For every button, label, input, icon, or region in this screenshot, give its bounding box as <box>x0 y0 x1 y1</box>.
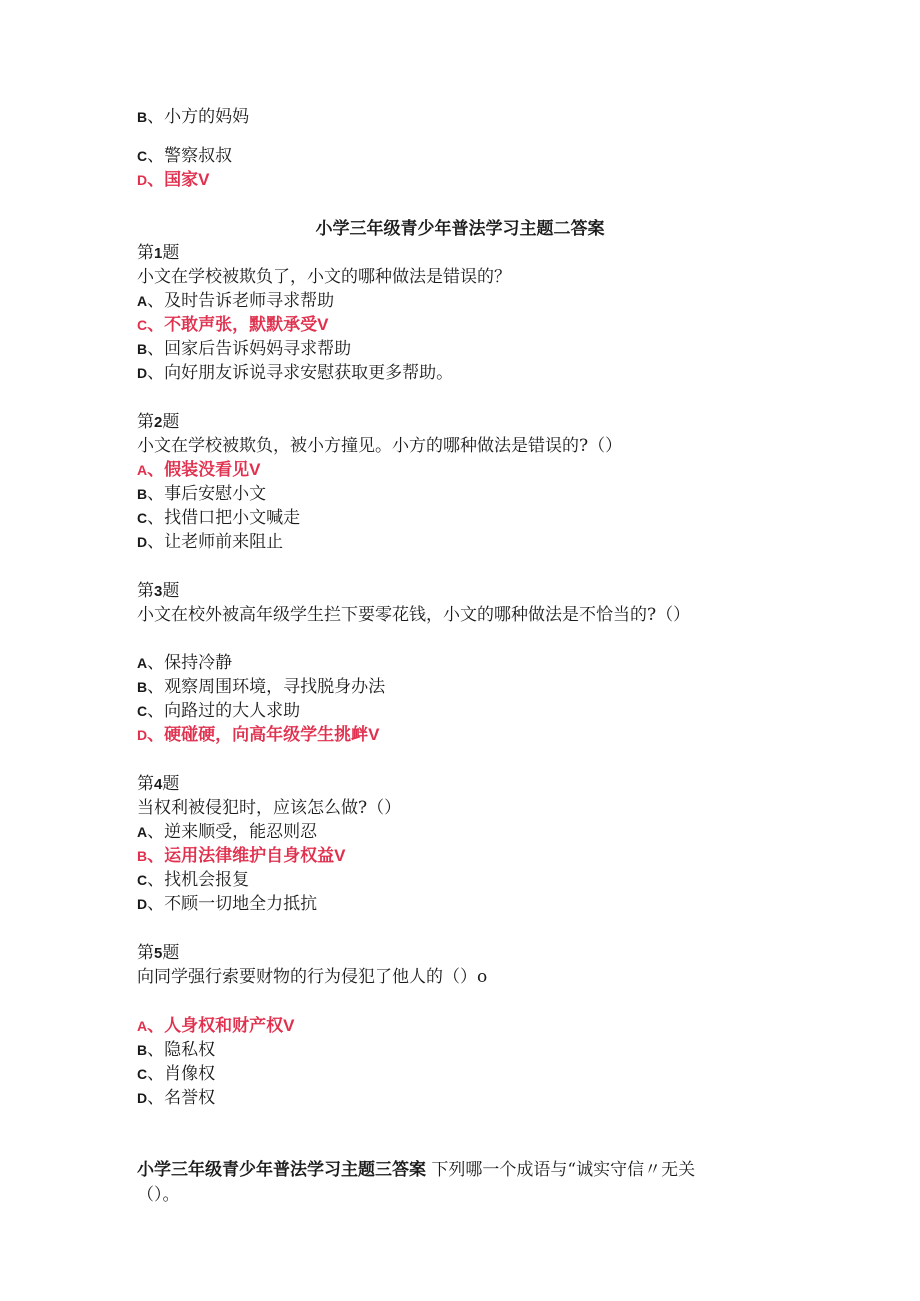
question-number: 第4题 <box>137 774 180 794</box>
option-line: A、及时告诉老师寻求帮助 <box>137 291 335 311</box>
option-line: A、保持冷静 <box>137 653 233 673</box>
question-number: 第3题 <box>137 581 180 601</box>
option-text: 、国家V <box>147 170 210 189</box>
option-line: B、隐私权 <box>137 1040 216 1060</box>
section-title: 小学三年级青少年普法学习主题二答案 <box>315 219 605 239</box>
option-line: D、名誉权 <box>137 1088 216 1108</box>
option-line: B、事后安慰小文 <box>137 484 267 504</box>
question-text: 向同学强行索要财物的行为侵犯了他人的（）o <box>137 967 488 987</box>
question-number: 第2题 <box>137 412 180 432</box>
question-text: 小文在学校被欺负了，小文的哪种做法是错误的？ <box>137 267 511 287</box>
option-line: C、肖像权 <box>137 1064 216 1084</box>
option-line: D、向好朋友诉说寻求安慰获取更多帮助。 <box>137 363 454 383</box>
option-line: A、逆来顺受，能忍则忍 <box>137 822 318 842</box>
question-number: 第1题 <box>137 243 180 263</box>
question-text: 小文在学校被欺负，被小方撞见。小方的哪种做法是错误的?（） <box>137 436 623 456</box>
option-letter: B <box>137 109 148 125</box>
question-text: 下列哪一个成语与“诚实守信〃无关 <box>426 1160 696 1180</box>
option-letter: C <box>137 148 148 164</box>
option-letter: D <box>137 172 148 188</box>
correct-option-line: D、硬碰硬，向高年级学生挑衅V <box>137 725 380 744</box>
option-line: D、不顾一切地全力抵抗 <box>137 894 318 914</box>
correct-option-line: A、人身权和财产权V <box>137 1016 295 1035</box>
option-line: C、向路过的大人求助 <box>137 701 301 721</box>
option-line <box>137 145 232 167</box>
section-title: 小学三年级青少年普法学习主题三答案 <box>137 1160 426 1180</box>
correct-option-line: B、运用法律维护自身权益V <box>137 846 346 865</box>
question-text: 小文在校外被高年级学生拦下要零花钱，小文的哪种做法是不恰当的?（） <box>137 605 691 625</box>
correct-option-line: A、假装没看见V <box>137 460 261 479</box>
option-line <box>137 106 249 128</box>
correct-option-line: C、不敢声张，默默承受V <box>137 315 329 334</box>
option-line: D、让老师前来阻止 <box>137 532 284 552</box>
question-number: 第5题 <box>137 943 180 963</box>
option-text: 、小方的妈妈 <box>147 107 250 127</box>
section-heading-line <box>137 1159 695 1181</box>
option-text: 、警察叔叔 <box>147 146 233 166</box>
option-line: B、回家后告诉妈妈寻求帮助 <box>137 339 352 359</box>
correct-option-line <box>137 169 209 191</box>
question-text-continued: （）。 <box>137 1185 180 1205</box>
option-line: B、观察周围环境，寻找脱身办法 <box>137 677 386 697</box>
question-text: 当权利被侵犯时，应该怎么做?（） <box>137 798 402 818</box>
option-line: C、找机会报复 <box>137 870 250 890</box>
option-line: C、找借口把小文喊走 <box>137 508 301 528</box>
